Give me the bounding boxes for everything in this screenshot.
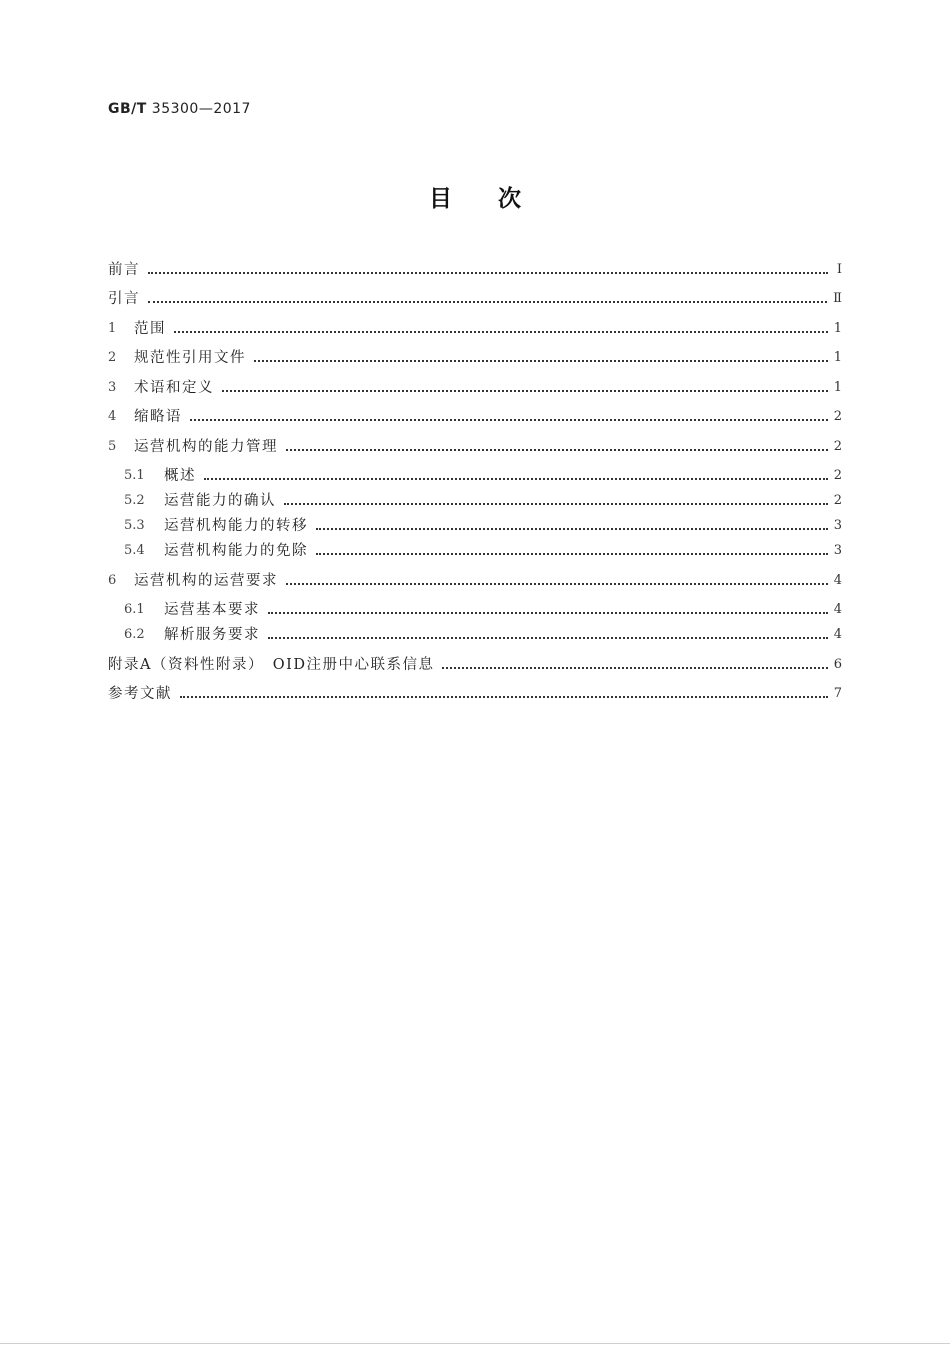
toc-title [0,180,950,213]
toc-entry-number: 6 [108,573,117,588]
page-bottom-edge [0,1343,950,1344]
toc-leader-dots [190,405,828,429]
toc-entry-page: 1 [833,380,842,395]
toc-entry-number: 6.1 [124,602,145,617]
toc-leader-dots [316,539,828,563]
toc-entry-2[interactable] [108,346,842,370]
toc-entry-number: 3 [108,380,117,395]
toc-leader-dots [180,682,828,706]
toc-entry-label: 运营机构的能力管理 [134,439,278,455]
toc-entry-label: 前言 [108,262,140,278]
toc-entry-label: 缩略语 [134,409,182,425]
toc-entry-appendix-a[interactable] [108,653,842,677]
toc-entry-6-1[interactable] [124,598,842,622]
toc-entry-3[interactable] [108,376,842,400]
toc-entry-label: 附录A（资料性附录） OID注册中心联系信息 [108,657,435,673]
toc-leader-dots [148,287,827,311]
toc-entry-number: 6.2 [124,627,145,642]
standard-code: 35300—2017 [151,101,251,117]
toc-entry-bibliography[interactable] [108,682,842,706]
toc-entry-label: 引言 [108,291,140,307]
toc-entry-6[interactable] [108,569,842,593]
toc-entry-label: 范围 [134,321,166,337]
toc-entry-page: 2 [833,493,842,508]
toc-entry-label: 运营基本要求 [164,602,260,618]
toc-entry-label: 运营能力的确认 [164,493,276,509]
toc-entry-page: 2 [833,439,842,454]
toc-entry-5-3[interactable] [124,514,842,538]
toc-entry-page: 2 [833,409,842,424]
toc-entry-introduction[interactable] [108,287,842,311]
toc-title-part1: 目 [429,186,452,212]
toc-leader-dots [284,489,828,513]
toc-entry-5[interactable] [108,435,842,459]
toc-entry-page: 1 [833,350,842,365]
toc-entry-page: 7 [833,686,842,701]
toc-leader-dots [442,653,827,677]
toc-entry-page: Ⅰ [836,262,842,277]
toc-entry-4[interactable] [108,405,842,429]
toc-entry-number: 4 [108,409,117,424]
toc-entry-number: 2 [108,350,117,365]
toc-entry-6-2[interactable] [124,623,842,647]
toc-leader-dots [254,346,828,370]
toc-leader-dots [148,258,828,282]
toc-entry-label: 运营机构的运营要求 [134,573,278,589]
toc-entry-label: 概述 [164,468,196,484]
toc-entry-label: 运营机构能力的转移 [164,518,308,534]
toc-entry-number: 5.2 [124,493,145,508]
toc-leader-dots [286,569,828,593]
toc-entry-number: 5 [108,439,117,454]
toc-entry-label: 规范性引用文件 [134,350,246,366]
toc-leader-dots [204,464,828,488]
toc-entry-page: 3 [833,518,842,533]
toc-entry-label: 术语和定义 [134,380,214,396]
toc-leader-dots [268,598,828,622]
standard-prefix: GB/T [108,101,147,117]
toc-entry-page: 6 [833,657,842,672]
toc-entry-number: 5.1 [124,468,145,483]
toc-entry-5-1[interactable] [124,464,842,488]
toc-entry-5-2[interactable] [124,489,842,513]
toc-entry-page: 4 [833,627,842,642]
toc-entry-label: 参考文献 [108,686,172,702]
toc-entry-foreword[interactable] [108,258,842,282]
toc-leader-dots [174,317,828,341]
toc-entry-1[interactable] [108,317,842,341]
toc-entry-number: 5.4 [124,543,145,558]
toc-entry-label: 运营机构能力的免除 [164,543,308,559]
toc-entry-page: 3 [833,543,842,558]
toc-entry-page: 2 [833,468,842,483]
toc-leader-dots [286,435,828,459]
toc-entry-number: 1 [108,321,117,336]
toc-entry-page: Ⅱ [833,291,842,306]
toc-entry-number: 5.3 [124,518,145,533]
toc-entry-page: 4 [833,573,842,588]
toc-leader-dots [222,376,828,400]
toc-entry-5-4[interactable] [124,539,842,563]
toc-entry-page: 4 [833,602,842,617]
toc-leader-dots [268,623,828,647]
toc-entry-label: 解析服务要求 [164,627,260,643]
toc-leader-dots [316,514,828,538]
standard-number [108,101,251,117]
toc-title-part2: 次 [498,186,521,212]
toc-entry-page: 1 [833,321,842,336]
